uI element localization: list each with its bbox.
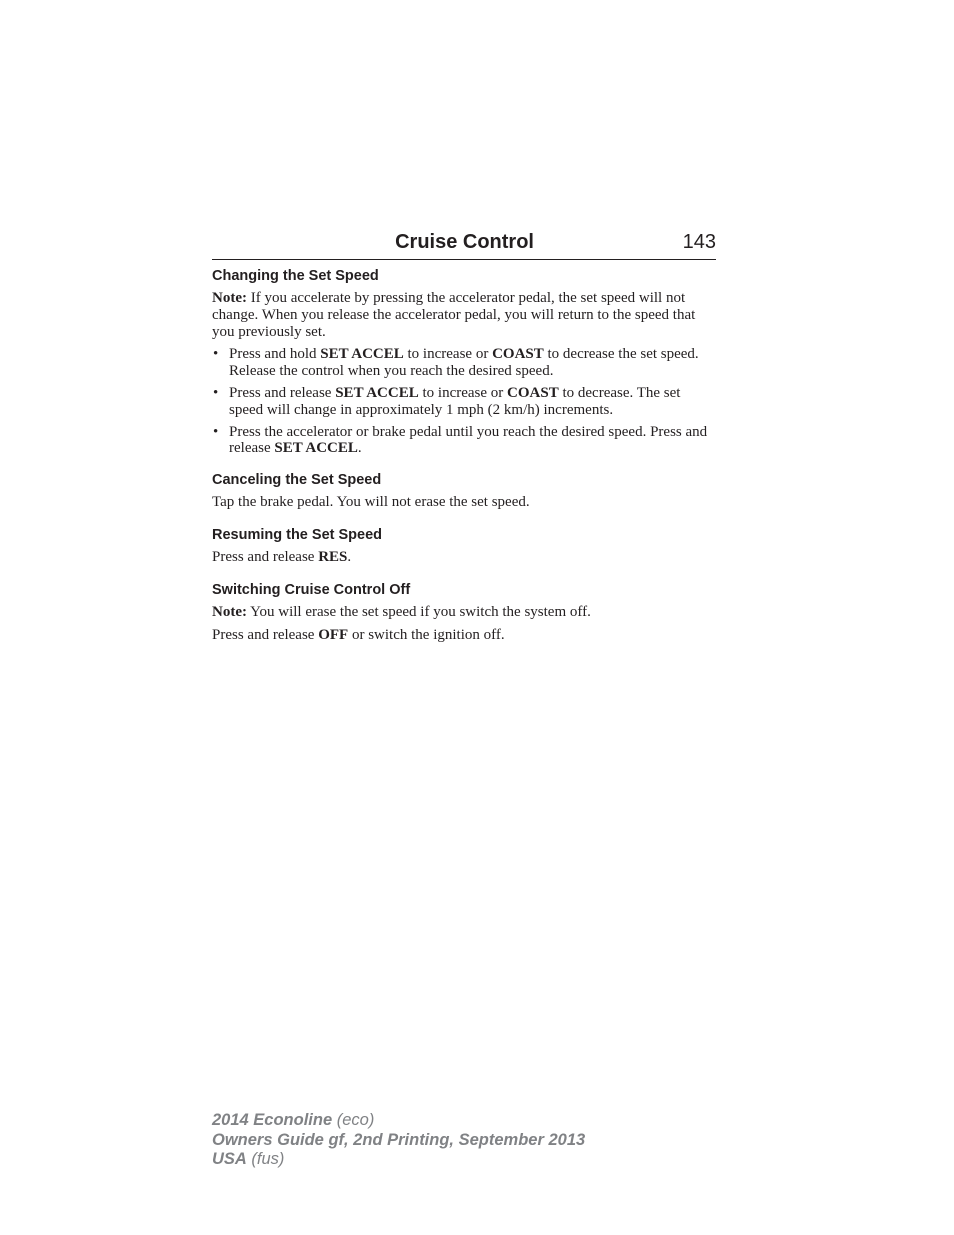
note-label: Note: (212, 603, 247, 620)
bullet-icon: • (213, 346, 219, 363)
page-header (212, 228, 716, 260)
chapter-title: Cruise Control (395, 231, 534, 253)
note-switching (212, 604, 716, 621)
footer-line-1: 2014 Econoline (eco) (212, 1111, 375, 1129)
list-item: • Press the accelerator or brake pedal until you reach the desired speed. Press and release SET ACCEL. (213, 423, 708, 457)
list-item: • Press and hold SET ACCEL to increase or COAST to decrease the set speed. Release the control when you reach the desired speed. (213, 346, 699, 380)
page-footer (212, 1111, 585, 1170)
bullet-icon: • (213, 384, 219, 401)
section-heading-canceling: Canceling the Set Speed (212, 472, 382, 489)
paragraph-resuming: Press and release RES. (212, 548, 352, 565)
page-number: 143 (682, 231, 716, 253)
footer-line-3: USA (fus) (212, 1150, 285, 1168)
paragraph-canceling: Tap the brake pedal. You will not erase the set speed. (212, 494, 530, 511)
list-item: • Press and release SET ACCEL to increase or COAST to decrease. The set speed will change in approximately 1 mph (2 km/h) increments. (213, 384, 681, 418)
section-heading-resuming: Resuming the Set Speed (212, 526, 383, 543)
note-changing (212, 290, 716, 340)
bullet-icon: • (213, 423, 219, 440)
note-text: If you accelerate by pressing the accelerator pedal, the set speed will not change. When you release the accelerator pedal, you will return to the speed that you previously set. (212, 290, 696, 340)
note-text: You will erase the set speed if you switch the system off. (246, 603, 591, 620)
note-label: Note: (212, 290, 247, 306)
paragraph-switching: Press and release OFF or switch the ignition off. (212, 626, 505, 643)
footer-line-2: Owners Guide gf, 2nd Printing, September 2013 (212, 1130, 586, 1149)
bullet-list (212, 346, 716, 457)
section-heading-changing: Changing the Set Speed (212, 268, 379, 284)
page-content (212, 266, 716, 649)
section-heading-switching: Switching Cruise Control Off (212, 581, 411, 598)
